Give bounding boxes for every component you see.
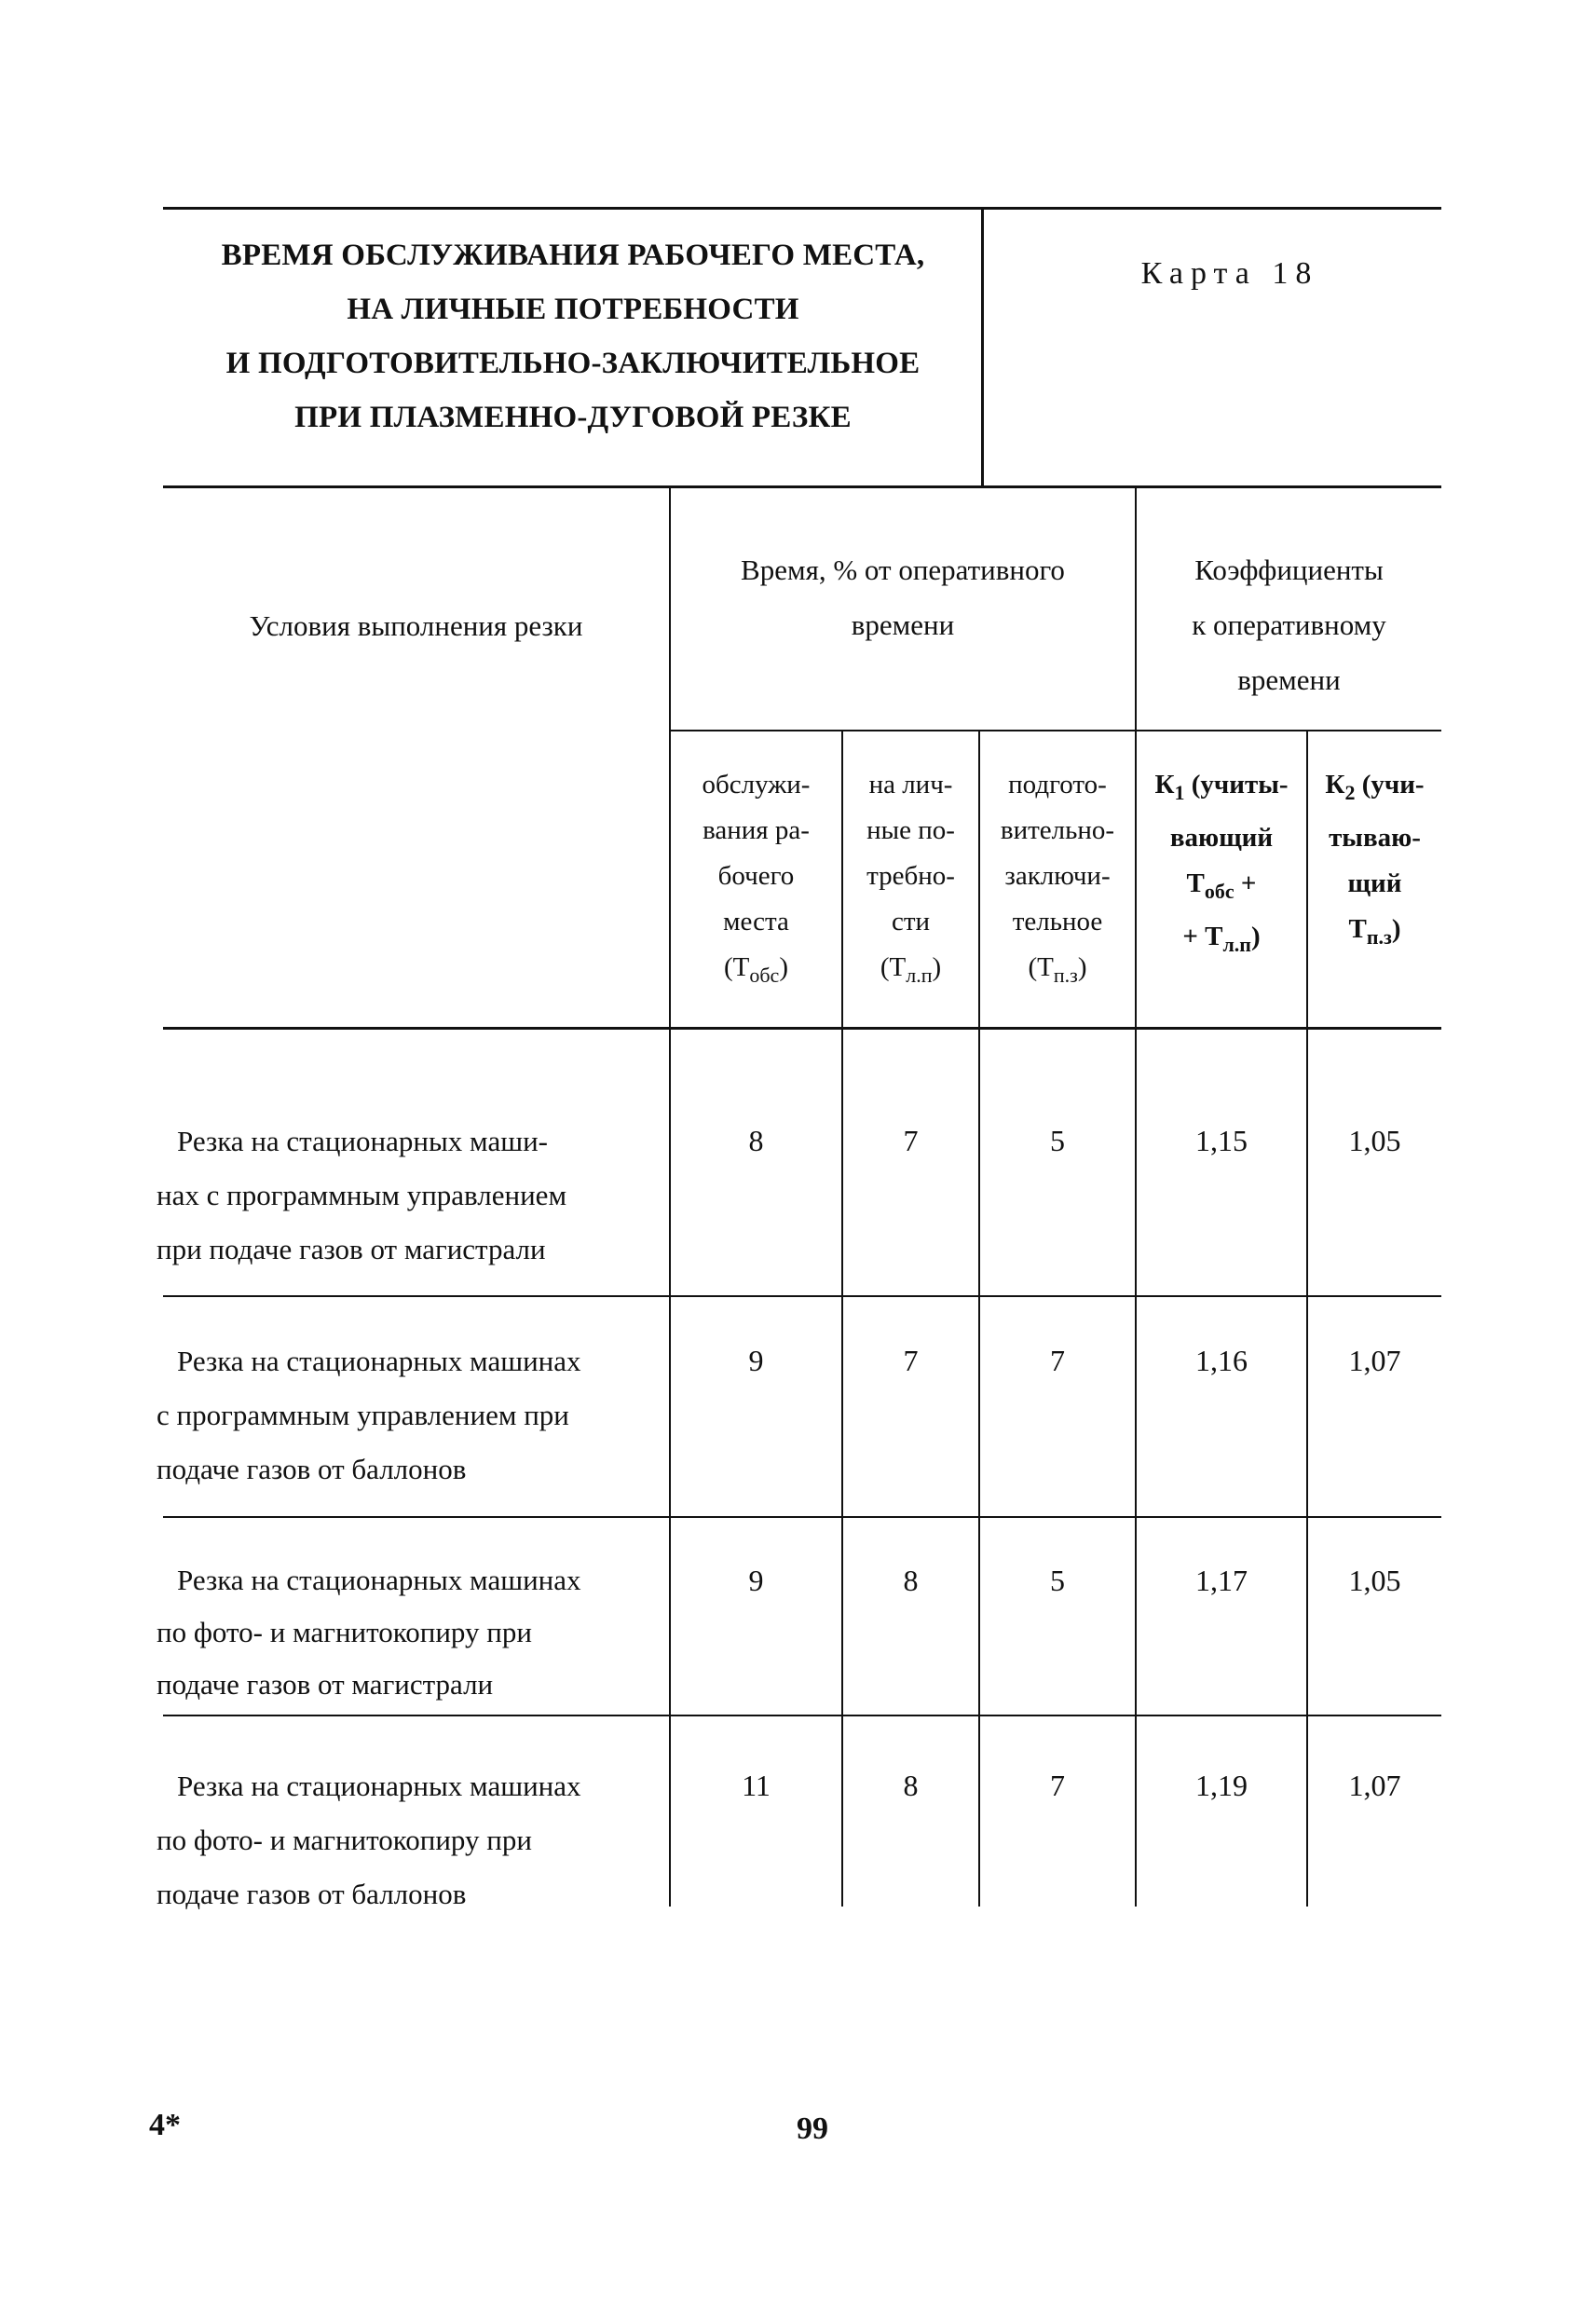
row-condition: Резка на стационарных маши- нах с программным управлением при подаче газов от магистрали [157, 1125, 567, 1265]
cell-k2: 1,07 [1348, 1769, 1401, 1802]
card-number: Карта 18 [1140, 256, 1319, 291]
cell-k1: 1,15 [1195, 1124, 1248, 1157]
cell-k2: 1,05 [1348, 1564, 1401, 1597]
cell-t-lp: 8 [903, 1769, 919, 1802]
page-title [163, 228, 983, 444]
subheader-k1: $К_1$ (учиты- вающий $Т_{обс}$ + + $Т_{л.п}$) [1154, 770, 1289, 956]
subheader-t-lp: на лич- ные по- требно- сти $(Т_{л.п})$ [866, 770, 955, 987]
row-condition: Резка на стационарных машинах по фото- и магнитокопиру при подаче газов от магистрали [157, 1564, 581, 1701]
cell-t-pz: 5 [1050, 1124, 1065, 1157]
cell-t-obs: 11 [742, 1769, 771, 1802]
header-sub-rule [669, 730, 1441, 731]
header-time: Время, % от оперативного времени [741, 554, 1065, 641]
signature-mark: 4* [149, 2108, 181, 2142]
cell-t-obs: 8 [748, 1124, 764, 1157]
title-line: ПРИ ПЛАЗМЕННО-ДУГОВОЙ РЕЗКЕ [294, 401, 852, 434]
row-separator [163, 1715, 1441, 1716]
cell-t-pz: 7 [1050, 1344, 1065, 1377]
row-condition: Резка на стационарных машинах с программным управлением при подаче газов от баллонов [157, 1345, 581, 1485]
title-line: ВРЕМЯ ОБСЛУЖИВАНИЯ РАБОЧЕГО МЕСТА, [221, 239, 925, 272]
subheader-t-pz: подгото- вительно- заключи- тельное $(Т_{п.з})$ [1000, 770, 1115, 987]
cell-t-lp: 7 [903, 1344, 919, 1377]
cell-t-obs: 9 [748, 1344, 764, 1377]
cell-t-pz: 7 [1050, 1769, 1065, 1802]
cell-k1: 1,17 [1195, 1564, 1248, 1597]
cell-t-lp: 7 [903, 1124, 919, 1157]
header-condition: Условия выполнения резки [249, 609, 583, 642]
cell-k1: 1,19 [1195, 1769, 1248, 1802]
cell-k2: 1,07 [1348, 1344, 1401, 1377]
title-line: НА ЛИЧНЫЕ ПОТРЕБНОСТИ [347, 293, 799, 326]
title-top-rule [163, 207, 1441, 210]
row-condition: Резка на стационарных машинах по фото- и магнитокопиру при подаче газов от баллонов [157, 1770, 581, 1910]
cell-k2: 1,05 [1348, 1124, 1401, 1157]
header-bottom-rule [163, 1027, 1441, 1030]
subheader-k2: $К_2$ (учи- тываю- щий $Т_{п.з}$) [1325, 770, 1425, 949]
table-col-divider [669, 488, 671, 1907]
row-separator [163, 1516, 1441, 1518]
cell-t-pz: 5 [1050, 1564, 1065, 1597]
subheader-t-obs: обслужи- вания ра- бочего места $(Т_{обс})$ [702, 770, 811, 987]
cell-k1: 1,16 [1195, 1344, 1248, 1377]
title-bottom-rule [163, 485, 1441, 488]
page-number: 99 [797, 2112, 828, 2146]
cell-t-obs: 9 [748, 1564, 764, 1597]
row-separator [163, 1295, 1441, 1297]
cell-t-lp: 8 [903, 1564, 919, 1597]
title-line: И ПОДГОТОВИТЕЛЬНО-ЗАКЛЮЧИТЕЛЬНОЕ [225, 347, 921, 380]
header-coefficients: Коэффициенты к оперативному времени [1192, 554, 1386, 696]
